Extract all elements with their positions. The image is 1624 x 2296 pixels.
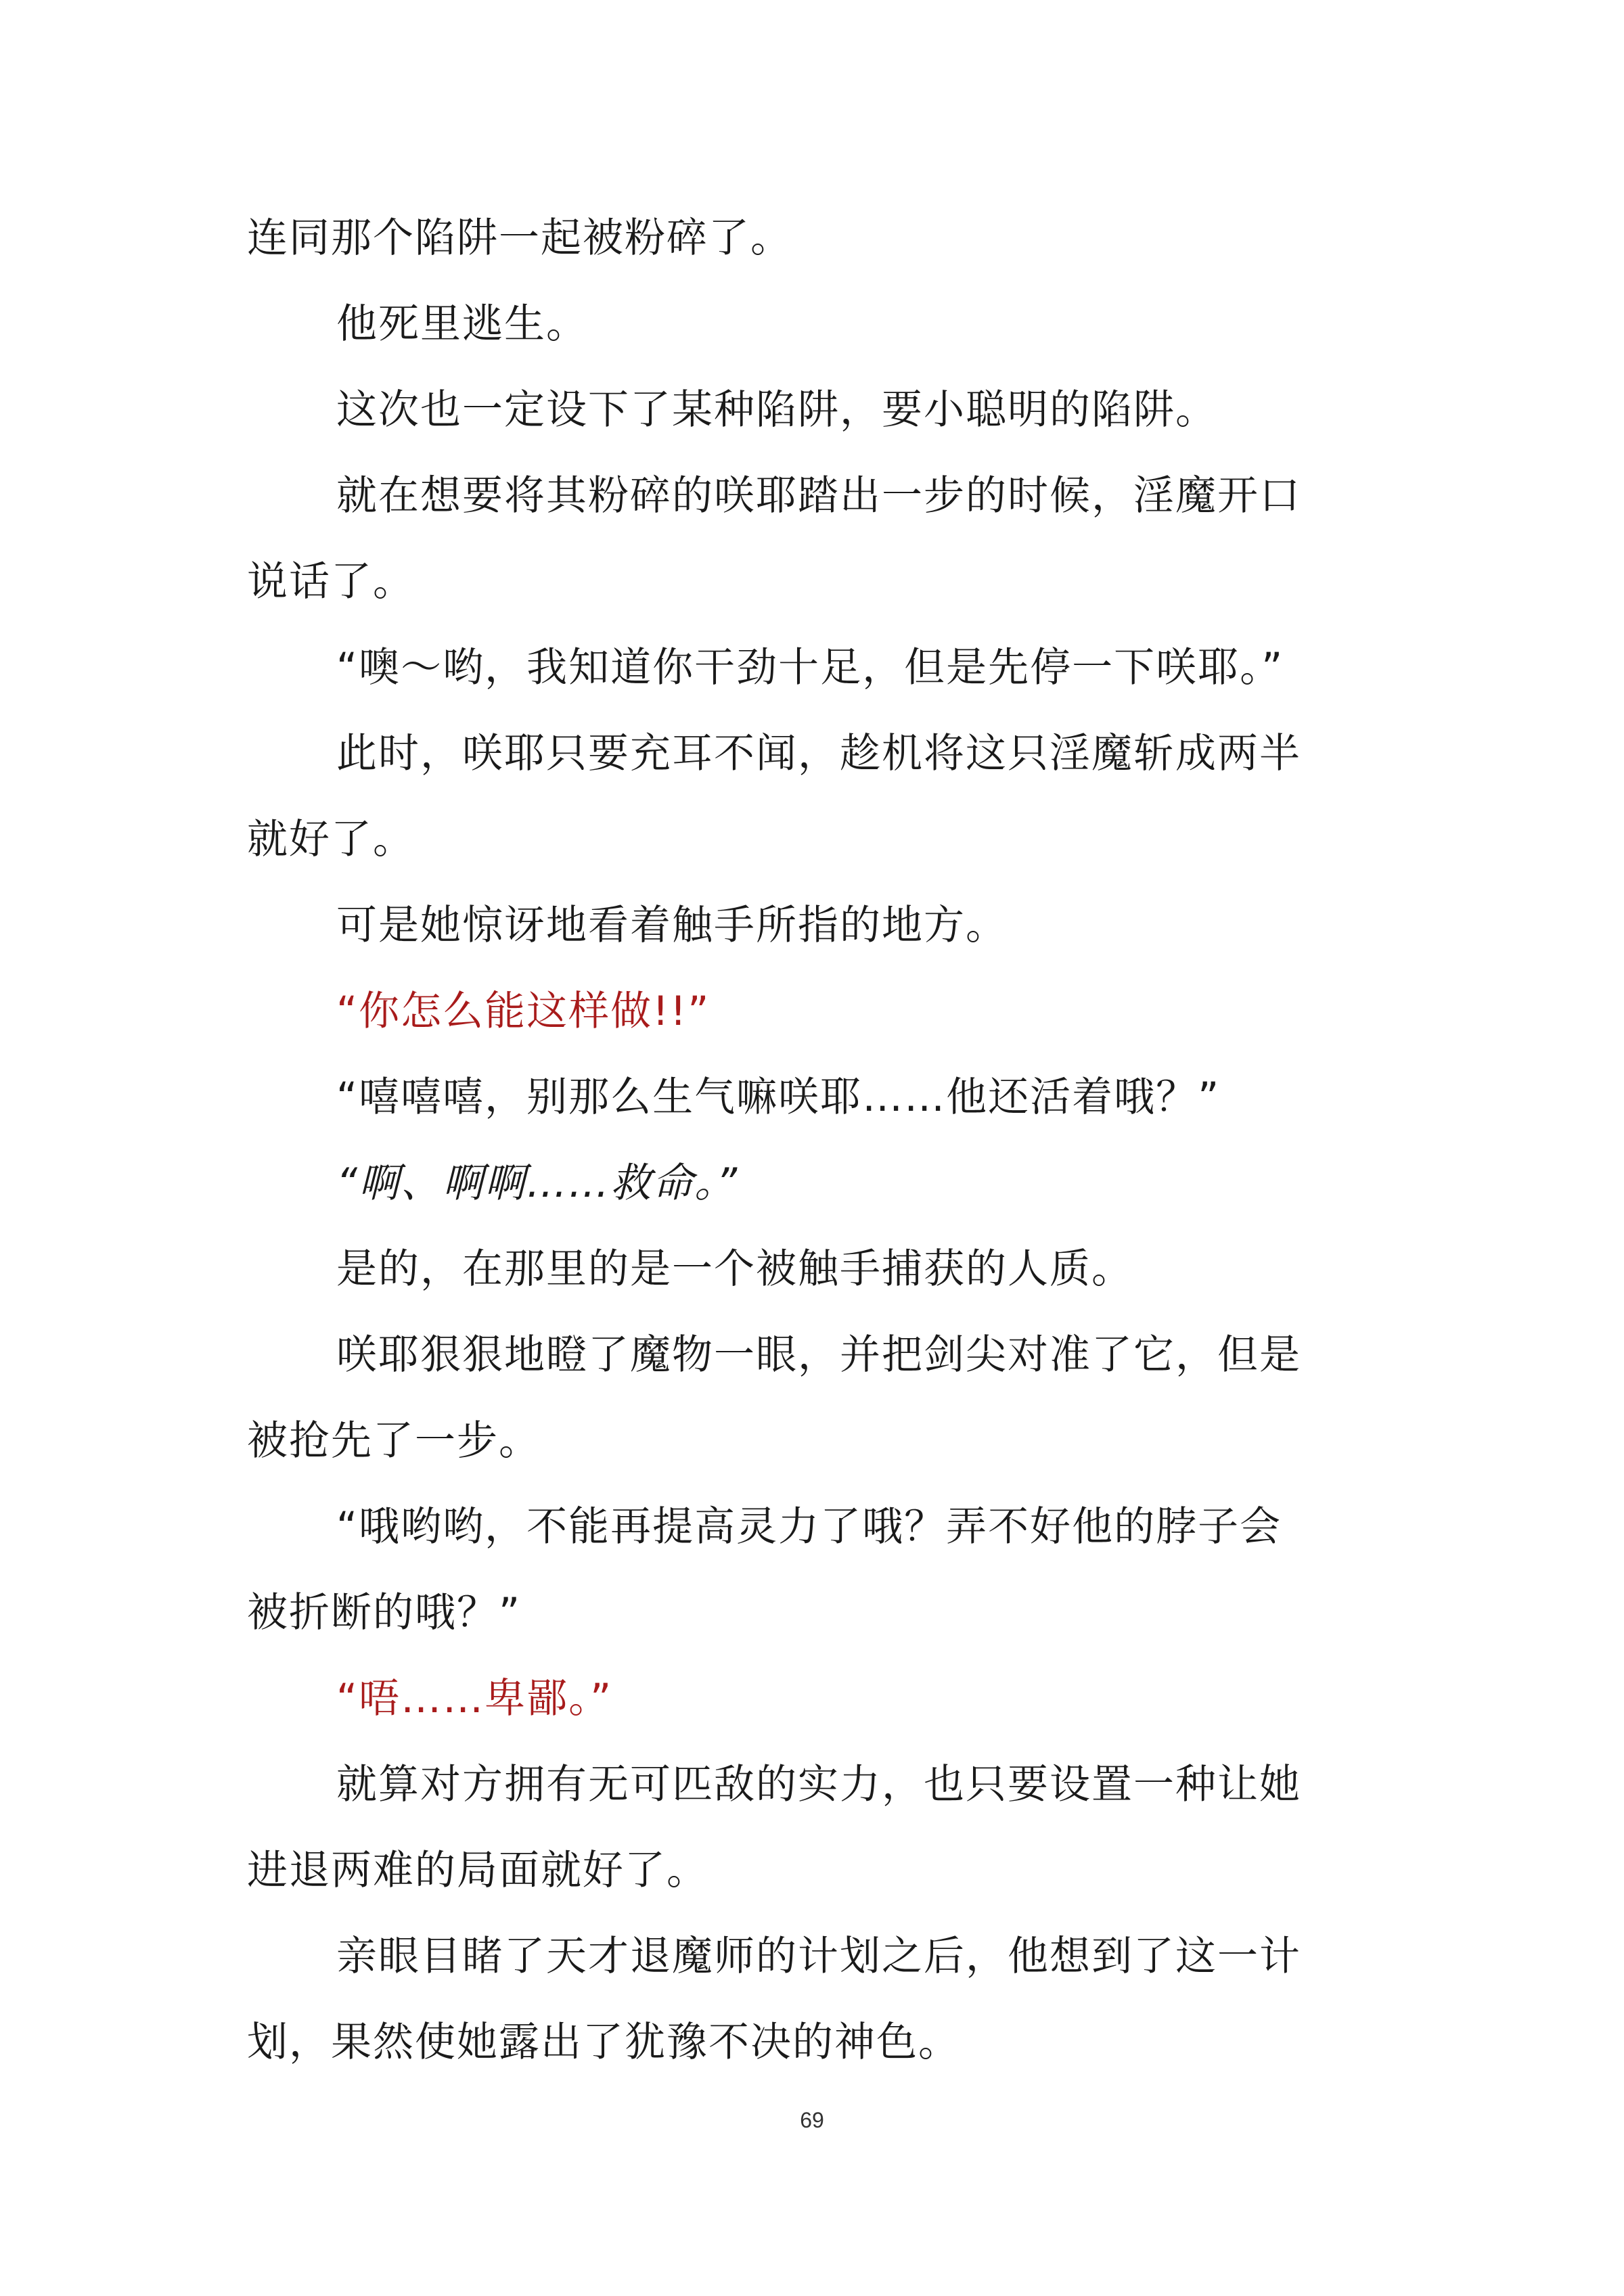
text-line: 这次也一定设下了某种陷阱，要小聪明的陷阱。 (336, 386, 1217, 434)
dialogue-line-italic: “啊、啊啊……救命。” (336, 1160, 739, 1207)
text-line: 就算对方拥有无可匹敌的实力，也只要设置一种让她 (336, 1761, 1301, 1808)
dialogue-line: 被折断的哦？” (247, 1589, 522, 1636)
dialogue-line: “噢～哟，我知道你干劲十足，但是先停一下咲耶。” (336, 644, 1284, 691)
dialogue-line: “嘻嘻嘻，别那么生气嘛咲耶……他还活着哦？” (336, 1074, 1221, 1121)
text-line: 亲眼目睹了天才退魔师的计划之后，他想到了这一计 (336, 1933, 1301, 1980)
text-line: 就好了。 (247, 816, 415, 863)
page-number: 69 (800, 2108, 824, 2132)
dialogue-line: “哦哟哟，不能再提高灵力了哦？弄不好他的脖子会 (336, 1503, 1282, 1551)
body-text (247, 0, 1397, 2296)
text-line: 被抢先了一步。 (247, 1417, 541, 1465)
dialogue-line-red: “你怎么能这样做!!” (336, 988, 710, 1035)
text-line: 此时，咲耶只要充耳不闻，趁机将这只淫魔斩成两半 (336, 730, 1301, 777)
text-line: 连同那个陷阱一起被粉碎了。 (247, 214, 792, 262)
text-line: 咲耶狠狠地瞪了魔物一眼，并把剑尖对准了它，但是 (336, 1331, 1301, 1379)
text-line: 进退两难的局面就好了。 (247, 1847, 708, 1894)
text-line: 划，果然使她露出了犹豫不决的神色。 (247, 2019, 960, 2066)
text-line: 他死里逃生。 (336, 300, 588, 348)
dialogue-line-red: “唔……卑鄙。” (336, 1675, 613, 1722)
text-line: 是的，在那里的是一个被触手捕获的人质。 (336, 1245, 1133, 1293)
text-line: 说话了。 (247, 558, 415, 605)
text-line: 就在想要将其粉碎的咲耶踏出一步的时候，淫魔开口 (336, 472, 1301, 520)
text-line: 可是她惊讶地看着触手所指的地方。 (336, 902, 1008, 949)
